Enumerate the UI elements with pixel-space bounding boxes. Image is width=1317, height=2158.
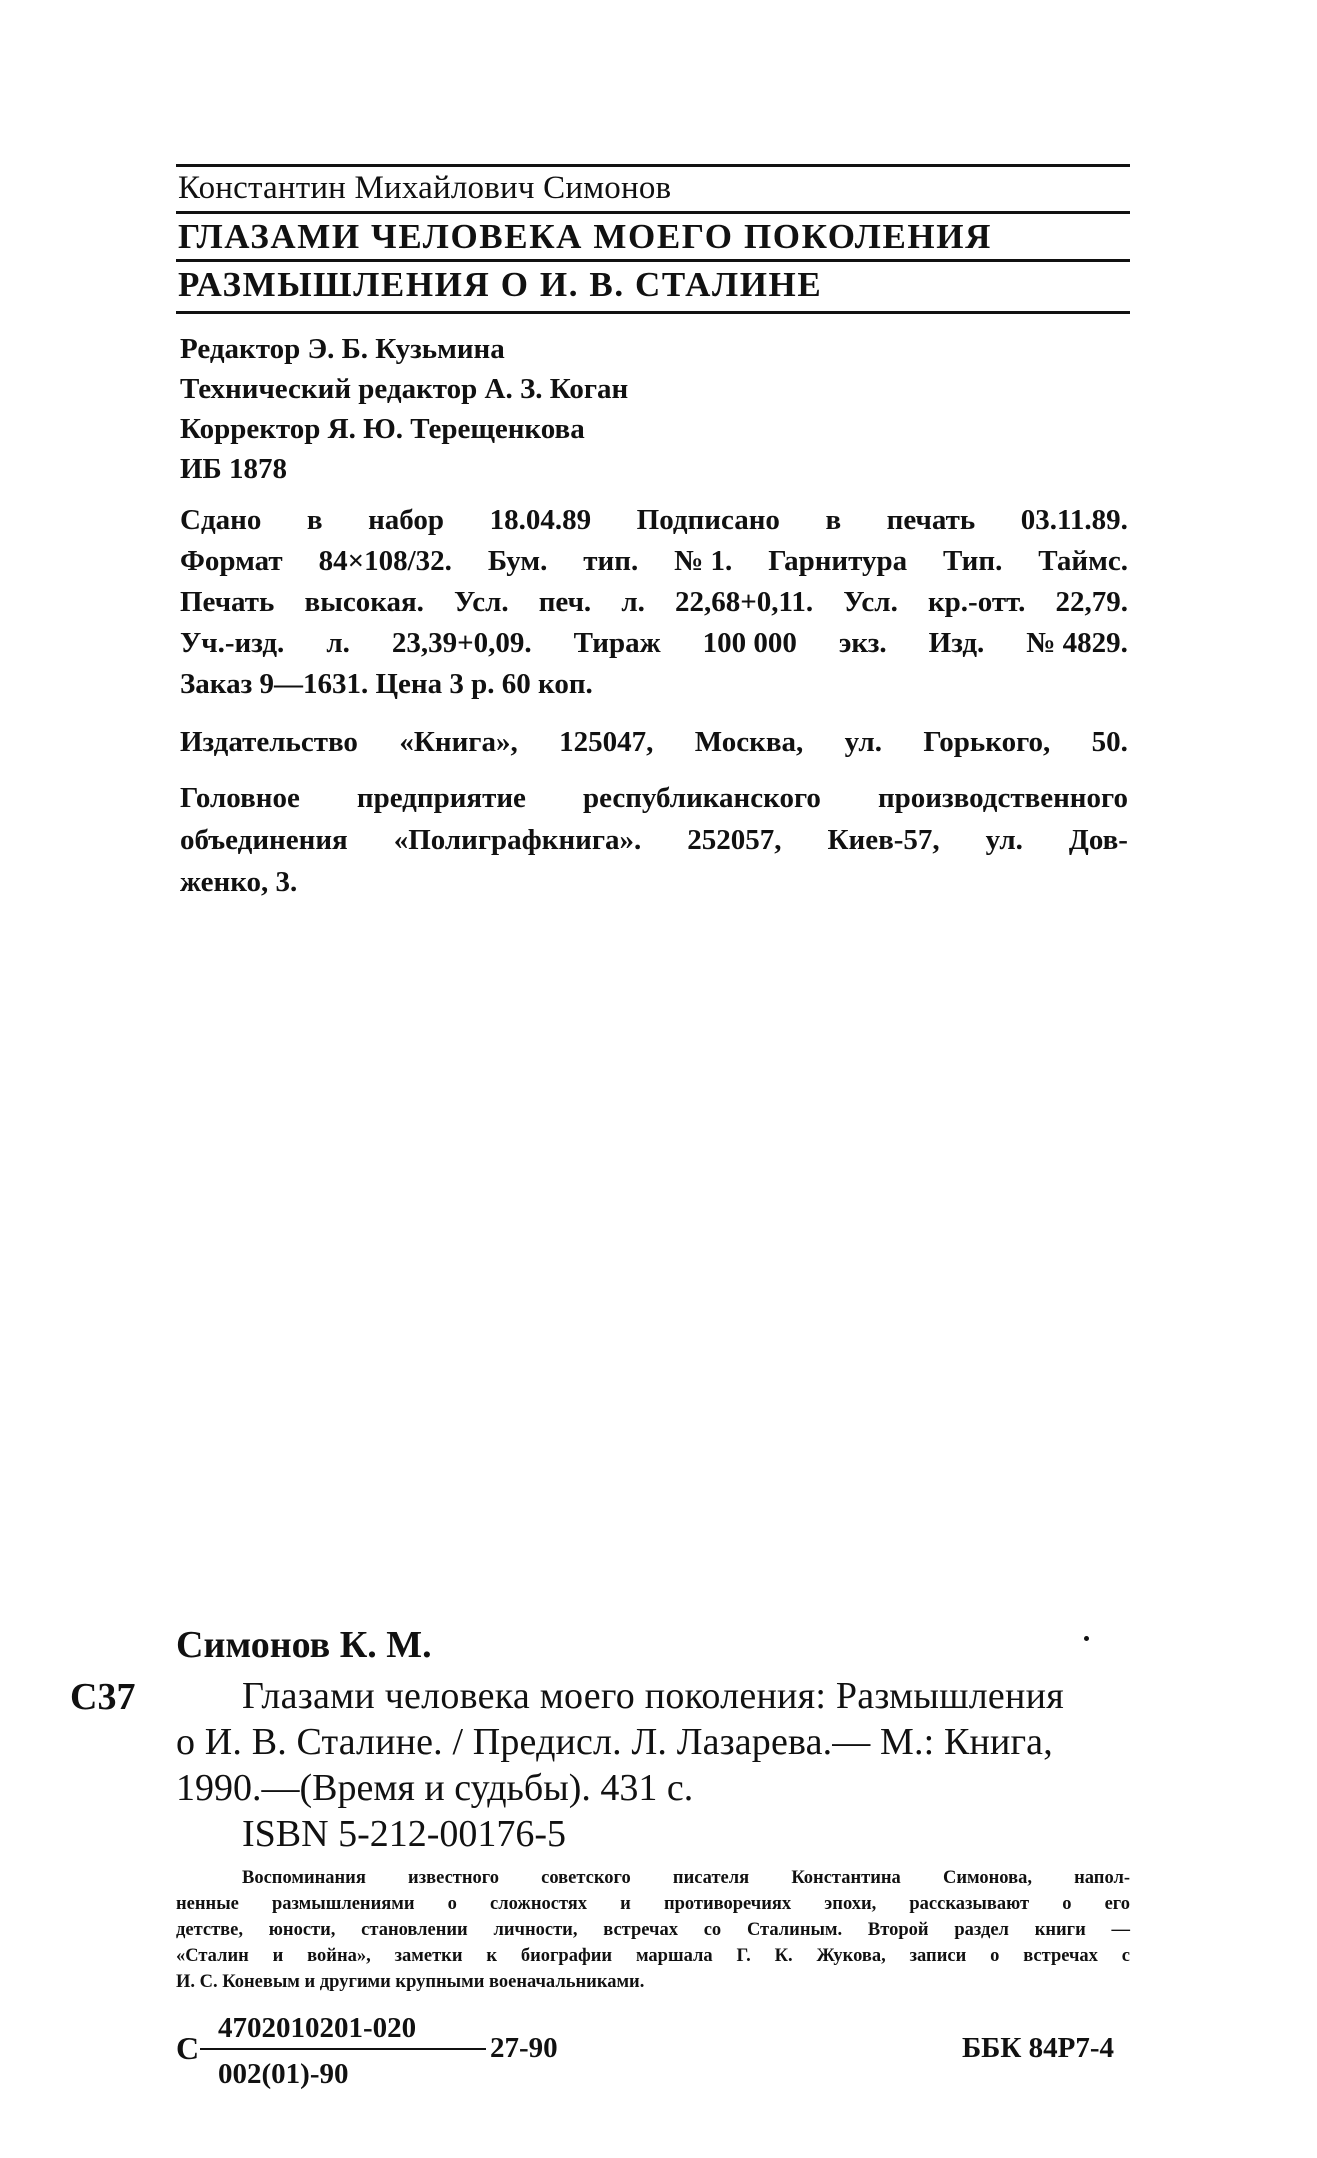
annotation-line-5: И. С. Коневым и другими крупными военачальниками.: [176, 1972, 645, 1992]
order-price-line: Заказ 9—1631. Цена 3 р. 60 коп.: [180, 668, 593, 700]
bbk-code: ББК 84Р7-4: [962, 2032, 1114, 2064]
printer-line-2: объединения «Полиграфкнига». 252057, Киев-57, ул. Дов-: [180, 824, 1128, 856]
class-numerator: 4702010201-020: [218, 2012, 417, 2044]
print-line-2: Формат 84×108/32. Бум. тип. № 1. Гарнитура Тип. Таймс.: [180, 545, 1128, 577]
book-title-line-1: ГЛАЗАМИ ЧЕЛОВЕКА МОЕГО ПОКОЛЕНИЯ: [178, 217, 992, 256]
annotation-line-4: «Сталин и война», заметки к биографии маршала Г. К. Жукова, записи о встречах с: [176, 1946, 1130, 1966]
class-denominator: 002(01)-90: [218, 2058, 349, 2090]
stray-dot: [1084, 1636, 1089, 1641]
print-line-3: Печать высокая. Усл. печ. л. 22,68+0,11. Усл. кр.-отт. 22,79.: [180, 586, 1128, 618]
proofreader-credit: Корректор Я. Ю. Терещенкова: [180, 413, 585, 445]
author-full-name: Константин Михайлович Симонов: [178, 170, 672, 206]
annotation-line-3: детстве, юности, становлении личности, встречах со Сталиным. Второй раздел книги —: [176, 1920, 1130, 1940]
catalog-title-line-3: 1990.—(Время и судьбы). 431 с.: [176, 1767, 694, 1809]
rule-2: [176, 211, 1130, 214]
rule-top: [176, 164, 1130, 167]
tech-editor-credit: Технический редактор А. З. Коган: [180, 373, 629, 405]
editor-credit: Редактор Э. Б. Кузьмина: [180, 333, 505, 365]
printer-line-3: женко, 3.: [180, 866, 298, 898]
book-title-line-2: РАЗМЫШЛЕНИЯ О И. В. СТАЛИНЕ: [178, 265, 823, 304]
catalog-title-line-2: о И. В. Сталине. / Предисл. Л. Лазарева.— М.: Книга,: [176, 1721, 1053, 1763]
class-suffix: 27-90: [490, 2032, 558, 2064]
rule-3: [176, 259, 1130, 262]
annotation-line-1: Воспоминания известного советского писателя Константина Симонова, напол-: [242, 1868, 1130, 1888]
isbn: ISBN 5-212-00176-5: [242, 1813, 567, 1855]
ib-number: ИБ 1878: [180, 453, 287, 485]
catalog-code: С37: [70, 1676, 136, 1718]
rule-bottom: [176, 311, 1130, 314]
annotation-line-2: ненные размышлениями о сложностях и противоречиях эпохи, рассказывают о его: [176, 1894, 1130, 1914]
catalog-title-line-1: Глазами человека моего поколения: Размышления: [242, 1675, 1064, 1717]
catalog-author: Симонов К. М.: [176, 1624, 432, 1666]
printer-line-1: Головное предприятие республиканского производственного: [180, 782, 1128, 814]
class-prefix: С: [176, 2030, 200, 2066]
print-line-4: Уч.-изд. л. 23,39+0,09. Тираж 100 000 экз. Изд. № 4829.: [180, 627, 1128, 659]
publisher-address: Издательство «Книга», 125047, Москва, ул. Горького, 50.: [180, 726, 1128, 758]
print-line-1: Сдано в набор 18.04.89 Подписано в печать 03.11.89.: [180, 504, 1128, 536]
fraction-bar: [200, 2048, 486, 2050]
